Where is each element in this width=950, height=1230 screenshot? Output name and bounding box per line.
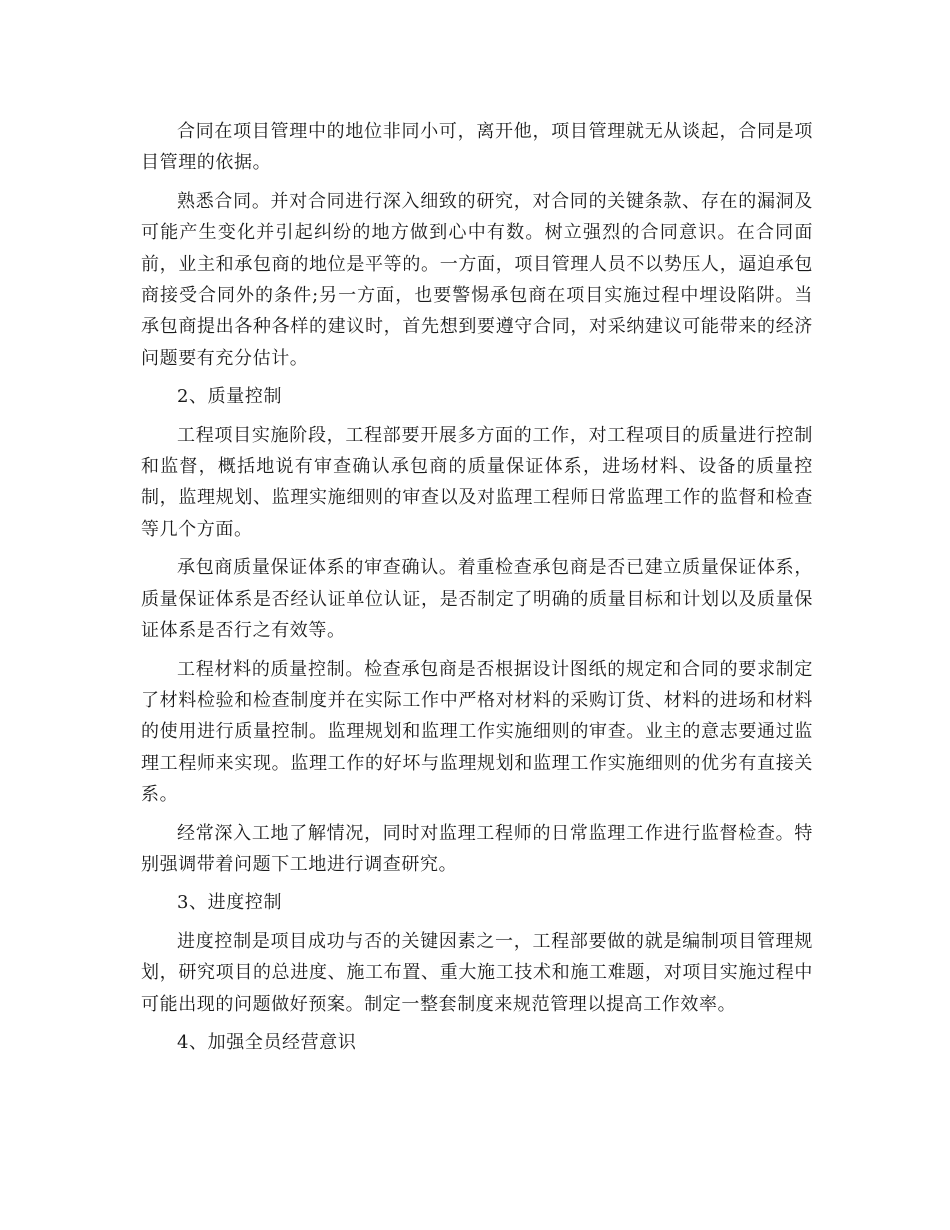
heading-business-awareness: 4、加强全员经营意识	[177, 1031, 357, 1053]
paragraph-quality-overview: 工程项目实施阶段，工程部要开展多方面的工作，对工程项目的质量进行控制和监督，概括地说有审查确认承包商的质量保证体系，进场材料、设备的质量控制，监理规划、监理实施细则的审查以及对监理工程师日常监理工作的监督和检查等几个方面。	[141, 424, 813, 540]
paragraph-contract-role: 合同在项目管理中的地位非同小可，离开他，项目管理就无从谈起，合同是项目管理的依据。	[141, 121, 813, 174]
heading-schedule-control: 3、进度控制	[177, 892, 283, 914]
paragraph-quality-system-review: 承包商质量保证体系的审查确认。着重检查承包商是否已建立质量保证体系，质量保证体系是否经认证单位认证，是否制定了明确的质量目标和计划以及质量保证体系是否行之有效等。	[141, 557, 813, 642]
paragraph-schedule-control: 进度控制是项目成功与否的关键因素之一，工程部要做的就是编制项目管理规划，研究项目的总进度、施工布置、重大施工技术和施工难题，对项目实施过程中可能出现的问题做好预案。制定一整套制度来规范管理以提高工作效率。	[141, 930, 813, 1015]
document-body	[141, 116, 813, 1065]
paragraph-familiarize-contract: 熟悉合同。并对合同进行深入细致的研究，对合同的关键条款、存在的漏洞及可能产生变化并引起纠纷的地方做到心中有数。树立强烈的合同意识。在合同面前，业主和承包商的地位是平等的。一方面，项目管理人员不以势压人，逼迫承包商接受合同外的条件;另一方面，也要警惕承包商在项目实施过程中埋设陷阱。当承包商提出各种各样的建议时，首先想到要遵守合同，对采纳建议可能带来的经济问题要有充分估计。	[141, 190, 813, 369]
heading-quality-control: 2、质量控制	[177, 386, 283, 408]
paragraph-material-quality: 工程材料的质量控制。检查承包商是否根据设计图纸的规定和合同的要求制定了材料检验和检查制度并在实际工作中严格对材料的采购订货、材料的进场和材料的使用进行质量控制。监理规划和监理工作实施细则的审查。业主的意志要通过监理工程师来实现。监理工作的好坏与监理规划和监理工作实施细则的优劣有直接关系。	[141, 658, 813, 806]
paragraph-site-inspection: 经常深入工地了解情况，同时对监理工程师的日常监理工作进行监督检查。特别强调带着问题下工地进行调查研究。	[141, 822, 813, 875]
